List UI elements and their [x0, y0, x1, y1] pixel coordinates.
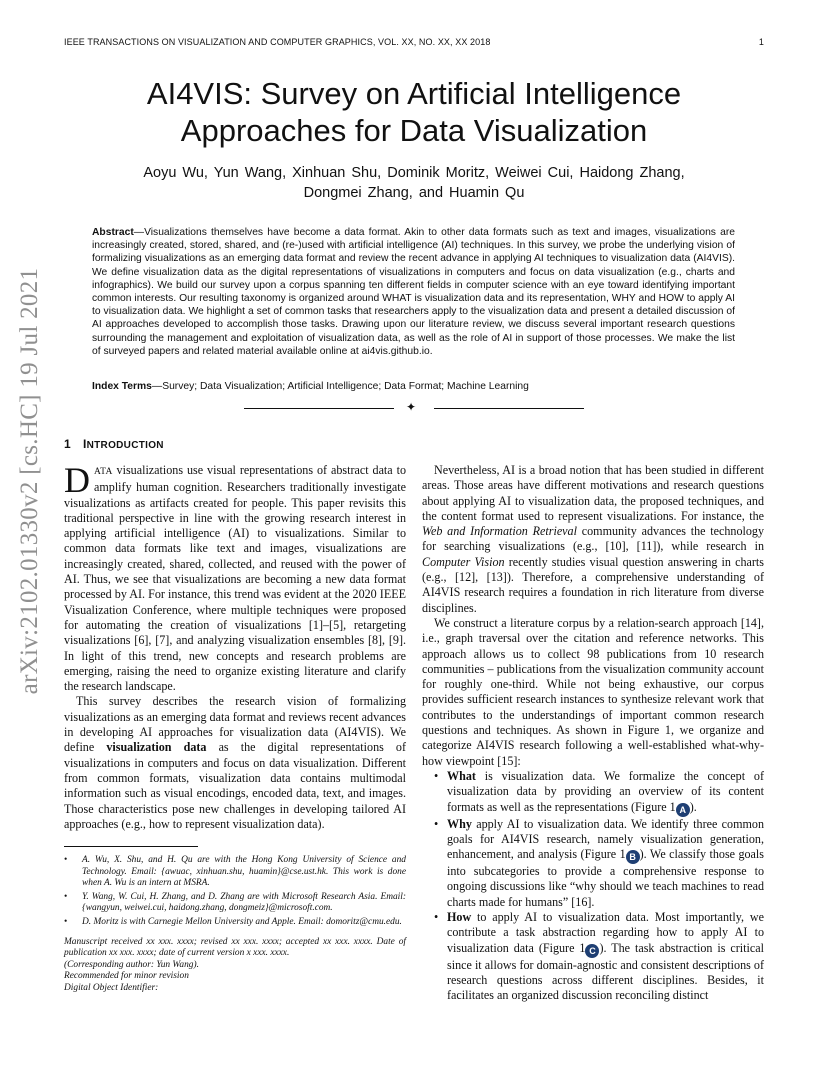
intro-paragraph-3 [422, 463, 764, 616]
bullet-icon: • [434, 768, 439, 783]
emphasized-term: Web and Information Retrieval [422, 524, 577, 539]
title-line-2: Approaches for Data Visualization [180, 113, 648, 148]
section-title-rest: NTRODUCTION [86, 440, 164, 451]
author-list [64, 163, 764, 203]
list-item-text: to apply AI to visualization data. Most importantly, we contribute a task abstraction regarding how to apply AI to visualization data (Figure 1 [447, 910, 764, 955]
authors-line-1: Aoyu Wu, Yun Wang, Xinhuan Shu, Dominik Moritz, Weiwei Cui, Haidong Zhang, [143, 165, 685, 181]
section-heading-introduction [64, 437, 164, 451]
index-terms-text: —Survey; Data Visualization; Artificial Intelligence; Data Format; Machine Learning [151, 381, 529, 392]
separator-line-right [434, 408, 584, 409]
bullet-icon: • [434, 816, 439, 831]
corresponding-author: (Corresponding author: Yun Wang). [64, 959, 199, 970]
list-item-text: ). The task abstraction is critical since it allows for domain-agnostic and consistent descriptions of research questions across different disciplines. Besides, it facilitates an organized discussion reconciling distinct [447, 940, 764, 1003]
list-item-text: ). We classify those goals into subcategories to provide a comprehensive response to ongoing discussions like “why should we teach machines to read charts made for humans” [16]. [447, 847, 764, 909]
right-column [422, 463, 764, 1004]
list-item-keyword: What [447, 768, 476, 783]
abstract [92, 226, 735, 358]
authors-line-2: Dongmei Zhang, and Huamin Qu [303, 185, 525, 201]
footnote-rule [64, 846, 198, 847]
abstract-text: —Visualizations themselves have become a data format. Akin to other data formats such as text and images, visualizations are increasingly created, stored, shared, and (re-)used with artificial intelligence (AI) techniques. In this survey, we probe the underlying vision of formalizing visualizations as an emerging data format and review the recent advance in applying AI techniques to visualization data (AI4VIS). We define visualization data as the digital representations of visualizations in computers and focus on data visualization (e.g., charts and infographics). We build our survey upon a corpus spanning ten different fields in computer science with an eye toward identifying important common interests. Our resulting taxonomy is organized around WHAT is visualization data and its representation, WHY and HOW to apply AI to visualization data. We highlight a set of common tasks that researchers apply to the visualization data and present a detailed discussion of AI approaches developed to accomplish those tasks. Drawing upon our literature review, we discuss several important research questions surrounding the management and exploitation of visualization data, as well as the role of AI in support of those processes. We make the list of surveyed papers and related material available online at ai4vis.github.io. [92, 227, 735, 357]
left-column [64, 460, 406, 832]
drop-cap: D [64, 460, 90, 500]
abstract-label: Abstract [92, 227, 134, 238]
emphasized-term: Computer Vision [422, 554, 505, 569]
intro-paragraph-2 [64, 694, 406, 832]
separator-star-icon: ✦ [406, 400, 417, 414]
list-item-text: apply AI to visualization data. We identify three common goals for AI4VIS research, namely visualization generation, enhancement, and analysis (Figure 1 [447, 816, 764, 862]
section-title-initial: I [82, 437, 87, 451]
figure-badge-b: B [626, 850, 640, 864]
list-item-how [422, 910, 764, 1003]
figure-badge-a: A [676, 803, 690, 817]
opening-small-caps: ATA [94, 467, 113, 477]
what-why-how-list [422, 769, 764, 1004]
paragraph-text: Nevertheless, AI is a broad notion that has been studied in different areas. Those areas have different motivations and research questions about applying AI to visualization data, the proposed techniques, and the content format used to represent visualizations. For instance, the [422, 463, 764, 523]
paragraph-text: as the digital representations of visualizations in computers and focus on data visualization. Different from common formats, visualization data contains multimodal information such as visual encodings, encoded data, text, and images. Those characteristics pose new challenges in developing tailored AI approaches (e.g., how to represent visualization data). [64, 740, 406, 831]
doi-label: Digital Object Identifier: [64, 982, 159, 993]
paper-title [64, 75, 764, 149]
footnote-affiliation [64, 892, 406, 915]
index-terms [92, 380, 735, 393]
section-number: 1 [64, 437, 71, 451]
list-item-keyword: Why [447, 816, 472, 831]
bullet-icon: • [64, 916, 68, 927]
paragraph-text: This survey describes the research vision of formalizing visualizations as an emerging data format and reviews recent advances in developing AI approaches for visualization data (AI4VIS). We define [64, 694, 406, 755]
bullet-icon: • [64, 855, 68, 865]
list-item-text: is visualization data. We formalize the concept of visualization data by providing an overview of its content formats as well as the representations (Figure 1 [447, 768, 764, 814]
footnote-affiliation [64, 917, 406, 929]
bullet-icon: • [434, 910, 439, 925]
intro-paragraph-1 [64, 460, 406, 694]
list-item-text: ). [689, 799, 697, 814]
defined-term: visualization data [106, 740, 207, 755]
page-number: 1 [758, 37, 764, 47]
footnotes [64, 855, 406, 995]
footnote-text: Y. Wang, W. Cui, H. Zhang, and D. Zhang are with Microsoft Research Asia. Email: {wangyun, weiwei.cui, haidong.zhang, dongmeiz}@microsoft.com. [82, 891, 406, 914]
manuscript-info [64, 937, 406, 995]
list-item-why [422, 817, 764, 910]
bullet-icon: • [64, 891, 68, 902]
section-separator [244, 400, 584, 416]
title-line-1: AI4VIS: Survey on Artificial Intelligence [146, 76, 682, 111]
revision-note: Recommended for minor revision [64, 971, 189, 982]
running-header [64, 37, 764, 51]
figure-badge-c: C [585, 944, 599, 958]
manuscript-dates: Manuscript received xx xxx. xxxx; revised xx xxx. xxxx; accepted xx xxx. xxxx. Date of publication xx xxx. xxxx; date of current version x xxx. xxxx. [64, 936, 406, 959]
list-item-what [422, 769, 764, 817]
index-terms-label: Index Terms [92, 381, 152, 392]
intro-paragraph-4: We construct a literature corpus by a relation-search approach [14], i.e., graph traversal over the citation and reference networks. This approach allows us to collect 98 publications from 10 research communities – publications from the visualization community account for roughly one-third. While not being exhaustive, our corpus provides sufficient research instances to synthesize relevant work that contributes to the understandings of important common research questions and techniques. As shown in Figure 1, we organize and categorize AI4VIS research following a well-established what-why-how viewpoint [15]: [422, 615, 764, 768]
paragraph-text: recently studies visual question answering in charts (e.g., [12], [13]). Therefore, a comprehensive understanding of AI4VIS research requires a foundation in rich literature from diverse disciplines. [422, 554, 764, 615]
footnote-text: D. Moritz is with Carnegie Mellon University and Apple. Email: domoritz@cmu.edu. [82, 916, 402, 927]
list-item-keyword: How [447, 910, 472, 925]
footnote-affiliation [64, 855, 406, 890]
paragraph-text: community advances the technology for searching visualizations (e.g., [10], [11]), while research in [422, 524, 764, 554]
arxiv-stamp [10, 267, 50, 695]
intro-paragraph-1-text: visualizations use visual representations of abstract data to amplify human cognition. Researchers traditionally investigate visualizations as artifacts created for people. This paper revisits this traditional perspective in line with the growing research interest in applying artificial intelligence (AI) to visualizations. Similar to common data formats like text and images, visualizations are increasingly created, shared, collected, and reused with the power of AI. Thus, we see that visualizations are becoming a new data format processed by AI. For instance, this trend was evident at the 2020 IEEE Visualization Conference, where multiple techniques were proposed for automating the creation of visualizations [1]–[5], retargeting visualizations [6], [7], and analyzing visualization ensembles [8], [9]. In light of this trend, new concepts and research problems are emerging, raising the need to organize existing literature and clarify the research landscape. [64, 463, 406, 694]
footnote-text: A. Wu, X. Shu, and H. Qu are with the Hong Kong University of Science and Technology. Email: {awuac, xinhuan.shu, huamin}@cse.ust.hk. This work is done when A. Wu is an intern at MSRA. [82, 855, 406, 889]
journal-header: IEEE TRANSACTIONS ON VISUALIZATION AND COMPUTER GRAPHICS, VOL. XX, NO. XX, XX 2018 [64, 37, 491, 47]
arxiv-identifier: arXiv:2102.01330v2 [cs.HC] 19 Jul 2021 [16, 267, 43, 695]
separator-line-left [244, 408, 394, 409]
